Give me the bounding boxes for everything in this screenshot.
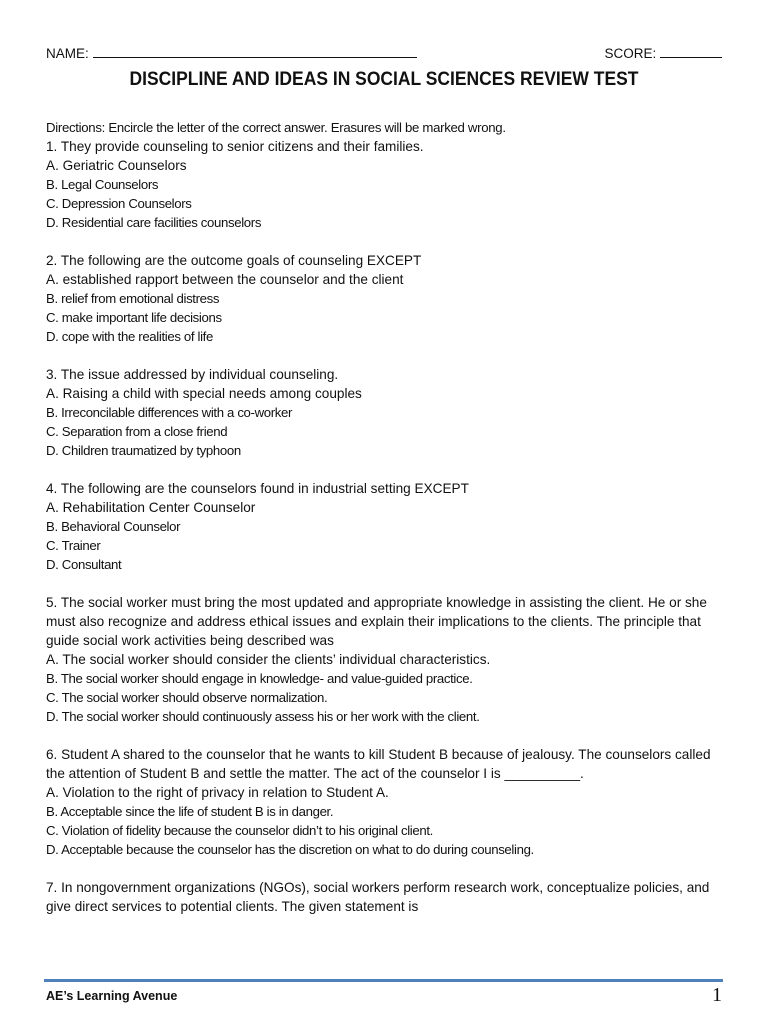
answer-option[interactable]: A. Rehabilitation Center Counselor — [46, 500, 256, 515]
answer-option[interactable]: D. The social worker should continuously assess his or her work with the client. — [46, 709, 480, 724]
question-4 — [46, 479, 722, 574]
answer-option[interactable]: A. The social worker should consider the clients’ individual characteristics. — [46, 652, 491, 667]
answer-option[interactable]: C. make important life decisions — [46, 310, 222, 325]
question-gap — [46, 574, 722, 593]
question-gap — [46, 232, 722, 251]
answer-option[interactable]: B. Legal Counselors — [46, 177, 159, 192]
answer-option[interactable]: B. Behavioral Counselor — [46, 519, 181, 534]
footer-rule — [44, 979, 723, 982]
answer-option[interactable]: B. Acceptable since the life of student B is in danger. — [46, 804, 334, 819]
test-page — [46, 44, 722, 916]
question-stem: 1. They provide counseling to senior citizens and their families. — [46, 139, 424, 154]
answer-option[interactable]: A. Violation to the right of privacy in relation to Student A. — [46, 785, 389, 800]
question-gap — [46, 460, 722, 479]
question-gap — [46, 726, 722, 745]
answer-option[interactable]: D. Consultant — [46, 557, 122, 572]
question-3 — [46, 365, 722, 460]
answer-option[interactable]: D. Residential care facilities counselors — [46, 215, 262, 230]
answer-option[interactable]: B. The social worker should engage in knowledge- and value-guided practice. — [46, 671, 473, 686]
footer-publisher: AE’s Learning Avenue — [46, 989, 178, 1003]
question-stem: 7. In nongovernment organizations (NGOs), social workers perform research work, conceptualize policies, and give direct services to potential clients. The given statement is — [46, 880, 710, 914]
question-stem: 6. Student A shared to the counselor that he wants to kill Student B because of jealousy. The counselors called the attention of Student B and settle the matter. The act of the counselor I is __________. — [46, 747, 711, 781]
answer-option[interactable]: D. Children traumatized by typhoon — [46, 443, 241, 458]
question-list — [46, 137, 722, 916]
answer-option[interactable]: C. The social worker should observe normalization. — [46, 690, 328, 705]
answer-option[interactable]: C. Violation of fidelity because the counselor didn’t to his original client. — [46, 823, 433, 838]
question-6 — [46, 745, 722, 859]
answer-option[interactable]: A. Geriatric Counselors — [46, 158, 187, 173]
question-7 — [46, 878, 722, 916]
question-stem: 2. The following are the outcome goals of counseling EXCEPT — [46, 253, 422, 268]
score-field — [604, 44, 722, 64]
directions: Directions: Encircle the letter of the correct answer. Erasures will be marked wrong. — [46, 120, 506, 135]
question-1 — [46, 137, 722, 232]
answer-option[interactable]: D. cope with the realities of life — [46, 329, 213, 344]
question-gap — [46, 346, 722, 365]
question-gap — [46, 859, 722, 878]
test-title: DISCIPLINE AND IDEAS IN SOCIAL SCIENCES REVIEW TEST — [129, 69, 639, 90]
question-stem: 4. The following are the counselors found in industrial setting EXCEPT — [46, 481, 469, 496]
answer-option[interactable]: A. Raising a child with special needs among couples — [46, 386, 362, 401]
question-stem: 3. The issue addressed by individual counseling. — [46, 367, 339, 382]
question-stem: 5. The social worker must bring the most updated and appropriate knowledge in assisting the client. He or she must also recognize and address ethical issues and explain their implications to the clients. The principle that guide social work activities being described was — [46, 595, 707, 648]
name-field — [46, 44, 417, 64]
answer-option[interactable]: C. Trainer — [46, 538, 101, 553]
page-number: 1 — [712, 984, 722, 1006]
answer-option[interactable]: D. Acceptable because the counselor has the discretion on what to do during counseling. — [46, 842, 534, 857]
answer-option[interactable]: A. established rapport between the counselor and the client — [46, 272, 404, 287]
question-5 — [46, 593, 722, 726]
name-blank — [93, 44, 417, 58]
name-label: NAME: — [46, 46, 89, 61]
answer-option[interactable]: C. Separation from a close friend — [46, 424, 228, 439]
question-2 — [46, 251, 722, 346]
score-label: SCORE: — [604, 46, 657, 61]
answer-option[interactable]: B. relief from emotional distress — [46, 291, 220, 306]
answer-option[interactable]: B. Irreconcilable differences with a co-worker — [46, 405, 293, 420]
answer-option[interactable]: C. Depression Counselors — [46, 196, 192, 211]
header-fields — [46, 44, 722, 64]
score-blank — [660, 44, 722, 58]
